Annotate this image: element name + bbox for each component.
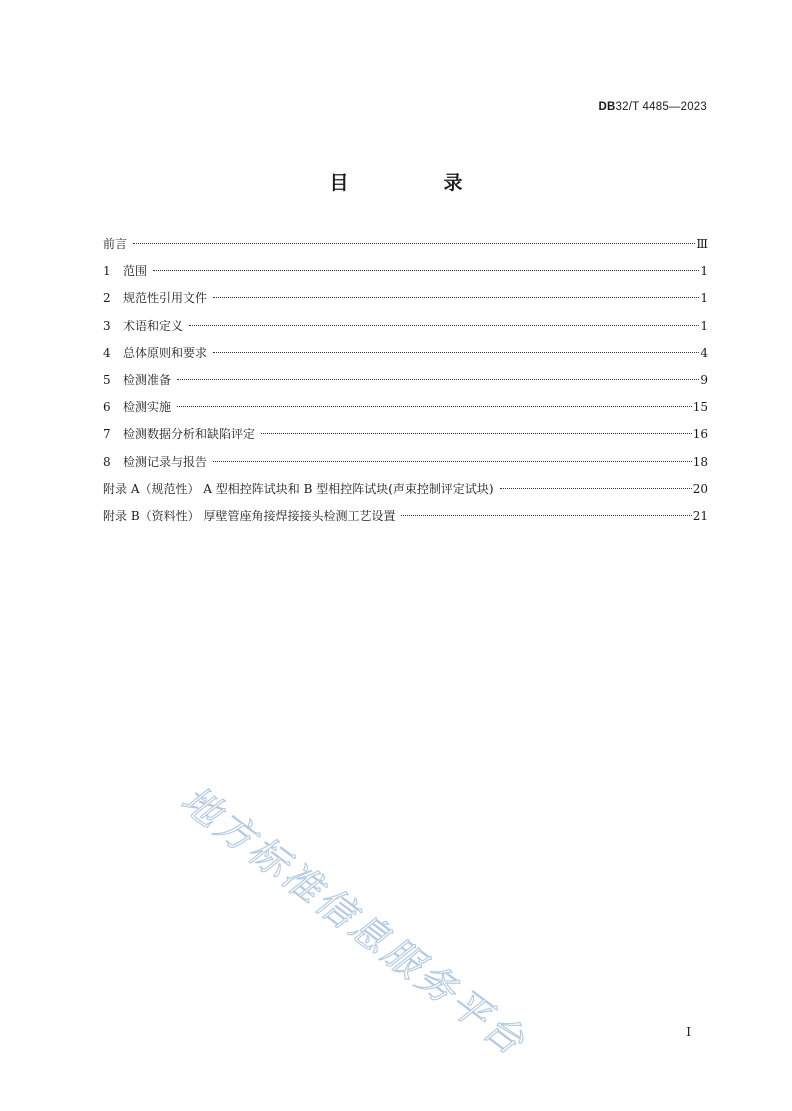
toc-page-number: 1	[700, 264, 708, 279]
toc-entry-normative-references[interactable]	[103, 289, 708, 316]
toc-label: 附录 B（资料性） 厚壁管座角接焊接接头检测工艺设置	[103, 508, 396, 523]
standard-code	[599, 101, 707, 113]
toc-leader-dots	[500, 488, 692, 489]
toc-page-number: 20	[692, 481, 708, 496]
toc-section-number: 8	[103, 454, 111, 469]
toc-section-number: 3	[103, 318, 111, 333]
toc-leader-dots	[213, 461, 692, 462]
toc-page-number: 4	[700, 345, 708, 360]
toc-label: 检测数据分析和缺陷评定	[123, 427, 256, 442]
toc-label: 总体原则和要求	[123, 345, 208, 360]
page-number: I	[686, 1025, 691, 1039]
toc-entry-appendix-b[interactable]	[103, 507, 708, 534]
toc-leader-dots	[177, 379, 699, 380]
toc-entry-general-principles[interactable]	[103, 344, 708, 371]
toc-page-number: 21	[692, 508, 708, 523]
toc-entry-terms-definitions[interactable]	[103, 317, 708, 344]
toc-label: 术语和定义	[123, 318, 184, 333]
toc-entry-data-analysis[interactable]	[103, 425, 708, 452]
toc-leader-dots	[177, 406, 692, 407]
toc-leader-dots	[189, 325, 699, 326]
toc-section-number: 4	[103, 345, 111, 360]
watermark-text: 地方标准信息服务平台	[173, 777, 536, 1066]
toc-label: 附录 A（规范性） A 型相控阵试块和 B 型相控阵试块(声束控制评定试块)	[103, 481, 494, 496]
toc-label: 检测实施	[123, 400, 172, 415]
toc-page-number: 9	[700, 372, 708, 387]
toc-section-number: 7	[103, 427, 111, 442]
toc-page-number: Ⅲ	[696, 237, 708, 251]
toc-entry-inspection-implementation[interactable]	[103, 398, 708, 425]
toc-label: 检测记录与报告	[123, 454, 208, 469]
toc-page-number: 18	[692, 454, 708, 469]
toc-title: 目 录	[329, 172, 501, 194]
toc-leader-dots	[401, 515, 691, 516]
table-of-contents	[103, 235, 708, 534]
toc-label: 范围	[123, 264, 148, 279]
toc-section-number: 1	[103, 264, 111, 279]
toc-entry-records-report[interactable]	[103, 453, 708, 480]
toc-entry-appendix-a[interactable]	[103, 480, 708, 507]
toc-entry-inspection-preparation[interactable]	[103, 371, 708, 398]
toc-leader-dots	[261, 433, 692, 434]
toc-entry-scope[interactable]	[103, 262, 708, 289]
toc-leader-dots	[213, 297, 699, 298]
toc-leader-dots	[133, 243, 695, 244]
toc-page-number: 16	[692, 427, 708, 442]
toc-section-number: 5	[103, 372, 111, 387]
standard-code-prefix: DB	[598, 101, 616, 113]
toc-section-number: 2	[103, 291, 111, 306]
toc-leader-dots	[213, 352, 699, 353]
toc-leader-dots	[153, 270, 699, 271]
toc-label: 规范性引用文件	[123, 291, 208, 306]
toc-section-number: 6	[103, 400, 111, 415]
toc-page-number: 1	[700, 291, 708, 306]
toc-page-number: 15	[692, 400, 708, 415]
standard-code-number: 32/T 4485—2023	[615, 101, 707, 113]
toc-label: 检测准备	[123, 372, 172, 387]
toc-page-number: 1	[700, 318, 708, 333]
toc-entry-foreword[interactable]	[103, 235, 708, 262]
toc-label: 前言	[103, 237, 128, 251]
